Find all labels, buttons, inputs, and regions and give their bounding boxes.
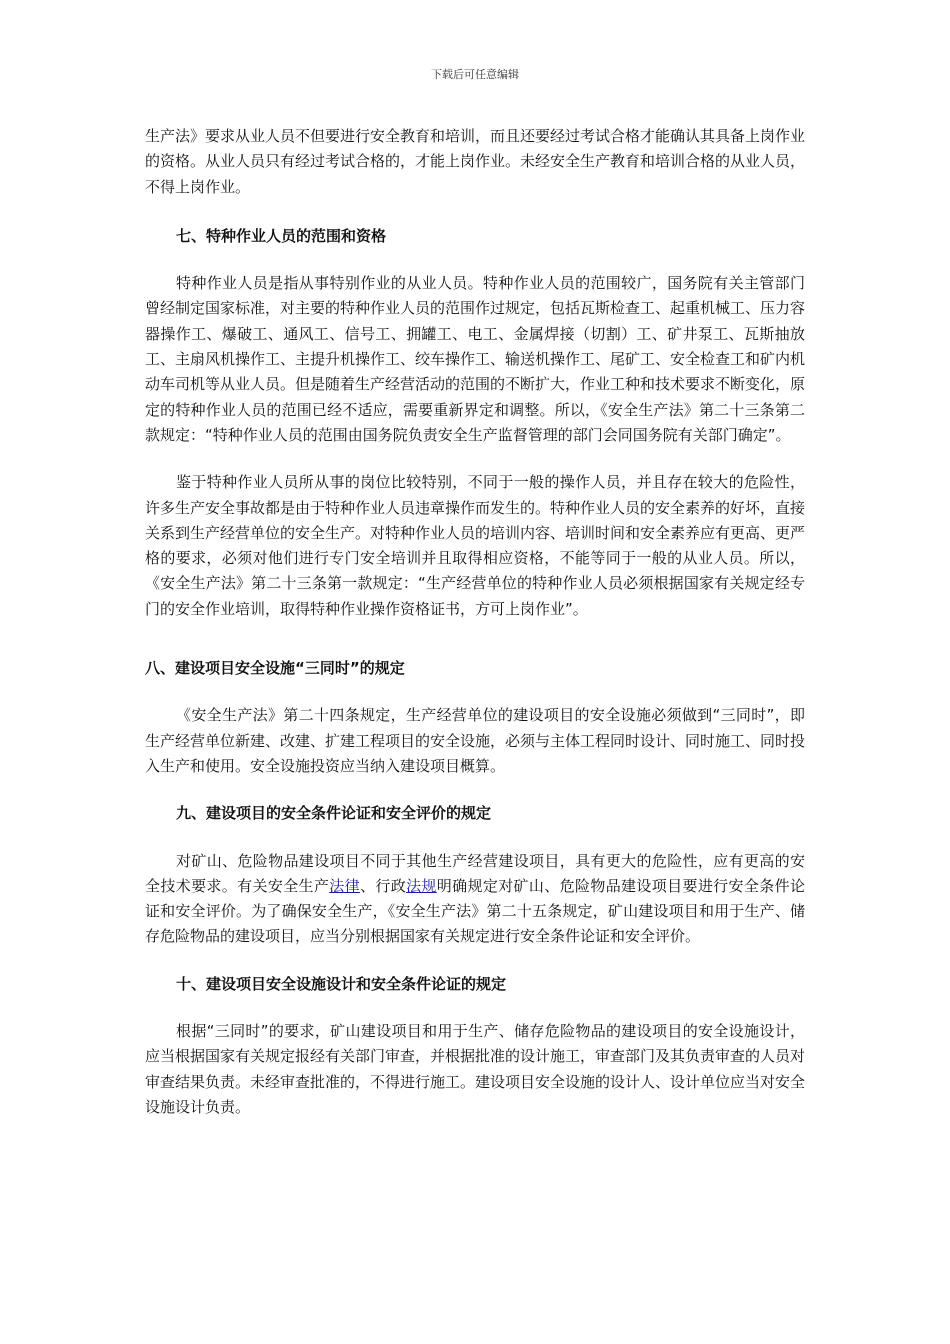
section-heading-7: 七、特种作业人员的范围和资格 [176, 226, 387, 245]
paragraph-9-text-2: 、行政 [359, 876, 407, 895]
document-body [145, 124, 805, 1120]
paragraph-continued: 生产法》要求从业人员不但要进行安全教育和培训，而且还要经过考试合格才能确认其具备上岗作业的资格。从业人员只有经过考试合格的，才能上岗作业。未经安全生产教育和培训合格的从业人员，不得上岗作业。 [145, 127, 806, 196]
section-heading-10: 十、建设项目安全设施设计和安全条件论证的规定 [176, 974, 507, 993]
paragraph-9-text-3: 明确规定对矿山、危险物品建设项目要进行安全条件论证和安全评价。为了确保安全生产，《安全生产法》第二十五条规定，矿山建设项目和用于生产、储存危险物品的建设项目，应当分别根据国家有关规定进行安全条件论证和安全评价。 [145, 876, 805, 946]
section-heading-9: 九、建设项目的安全条件论证和安全评价的规定 [176, 804, 492, 823]
law-link[interactable]: 法律 [329, 876, 360, 895]
section-heading-8: 八、建设项目安全设施“三同时”的规定 [145, 659, 405, 678]
paragraph-7b: 鉴于特种作业人员所从事的岗位比较特别，不同于一般的操作人员，并且存在较大的危险性，许多生产安全事故都是由于特种作业人员违章操作而发生的。特种作业人员的安全素养的好坏，直接关系到生产经营单位的安全生产。对特种作业人员的培训内容、培训时间和安全素养应有更高、更严格的要求，必须对他们进行专门安全培训并且取得相应资格，不能等同于一般的从业人员。所以，《安全生产法》第二十三条第一款规定：“生产经营单位的特种作业人员必须根据国家有关规定经专门的安全作业培训，取得特种作业操作资格证书，方可上岗作业”。 [145, 473, 806, 618]
paragraph-10: 根据“三同时”的要求，矿山建设项目和用于生产、储存危险物品的建设项目的安全设施设计，应当根据国家有关规定报经有关部门审查，并根据批准的设计施工，审查部门及其负责审查的人员对审查结果负责。未经审查批准的，不得进行施工。建设项目安全设施的设计人、设计单位应当对安全设施设计负责。 [145, 1022, 806, 1116]
page-header: 下载后可任意编辑 [431, 68, 519, 81]
paragraph-9-text-1: 对矿山、危险物品建设项目不同于其他生产经营建设项目，具有更大的危险性，应有更高的安全技术要求。有关安全生产 [145, 851, 805, 895]
paragraph-8: 《安全生产法》第二十四条规定，生产经营单位的建设项目的安全设施必须做到“三同时”，即生产经营单位新建、改建、扩建工程项目的安全设施，必须与主体工程同时设计、同时施工、同时投入生产和使用。安全设施投资应当纳入建设项目概算。 [145, 706, 806, 775]
regulation-link[interactable]: 法规 [406, 876, 437, 895]
paragraph-9 [145, 849, 805, 950]
paragraph-7a: 特种作业人员是指从事特别作业的从业人员。特种作业人员的范围较广，国务院有关主管部门曾经制定国家标准，对主要的特种作业人员的范围作过规定，包括瓦斯检查工、起重机械工、压力容器操作工、爆破工、通风工、信号工、拥罐工、电工、金属焊接（切割）工、矿井泵工、瓦斯抽放工、主扇风机操作工、主提升机操作工、绞车操作工、输送机操作工、尾矿工、安全检查工和矿内机动车司机等从业人员。但是随着生产经营活动的范围的不断扩大，作业工种和技术要求不断变化，原定的特种作业人员的范围已经不适应，需要重新界定和调整。所以，《安全生产法》第二十三条第二款规定：“特种作业人员的范围由国务院负责安全生产监督管理的部门会同国务院有关部门确定”。 [145, 274, 806, 444]
